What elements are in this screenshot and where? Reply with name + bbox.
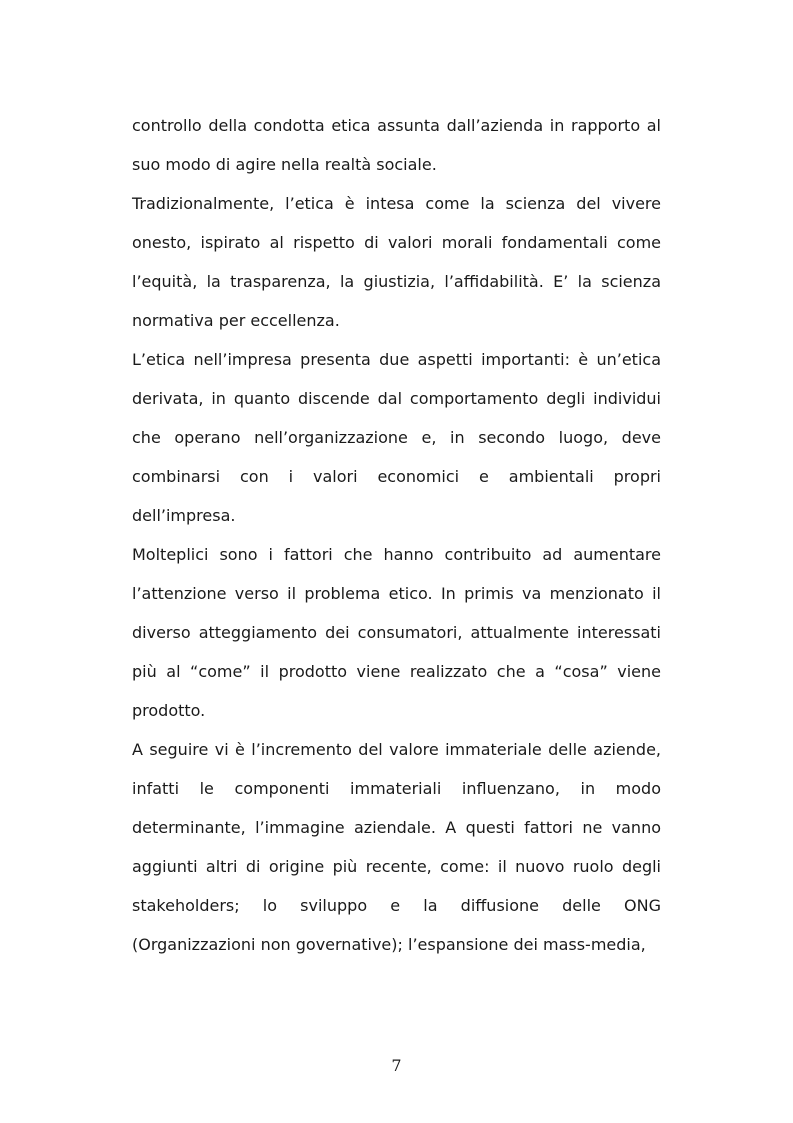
paragraph-1: controllo della condotta etica assunta dall’azienda in rapporto al suo modo di agire nella realtà sociale. (132, 116, 661, 174)
paragraph-4: Molteplici sono i fattori che hanno contribuito ad aumentare l’attenzione verso il problema etico. In primis va menzionato il diverso atteggiamento dei consumatori, attualmente interessati più al “come” il prodotto viene realizzato che a “cosa” viene prodotto. (132, 545, 661, 720)
paragraph-5: A seguire vi è l’incremento del valore immateriale delle aziende, infatti le componenti immateriali influenzano, in modo determinante, l’immagine aziendale. A questi fattori ne vanno aggiunti altri di origine più recente, come: il nuovo ruolo degli stakeholders; lo sviluppo e la diffusione delle ONG (Organizzazioni non governative); l’espansione dei mass-media, (132, 740, 661, 954)
page-number: 7 (391, 1056, 402, 1075)
body-text (132, 106, 661, 964)
paragraph-3: L’etica nell’impresa presenta due aspetti importanti: è un’etica derivata, in quanto discende dal comportamento degli individui che operano nell’organizzazione e, in secondo luogo, deve combinarsi con i valori economici e ambientali propri dell’impresa. (132, 350, 661, 525)
paragraph-2: Tradizionalmente, l’etica è intesa come la scienza del vivere onesto, ispirato al rispetto di valori morali fondamentali come l’equità, la trasparenza, la giustizia, l’affidabilità. E’ la scienza normativa per eccellenza. (132, 194, 661, 330)
